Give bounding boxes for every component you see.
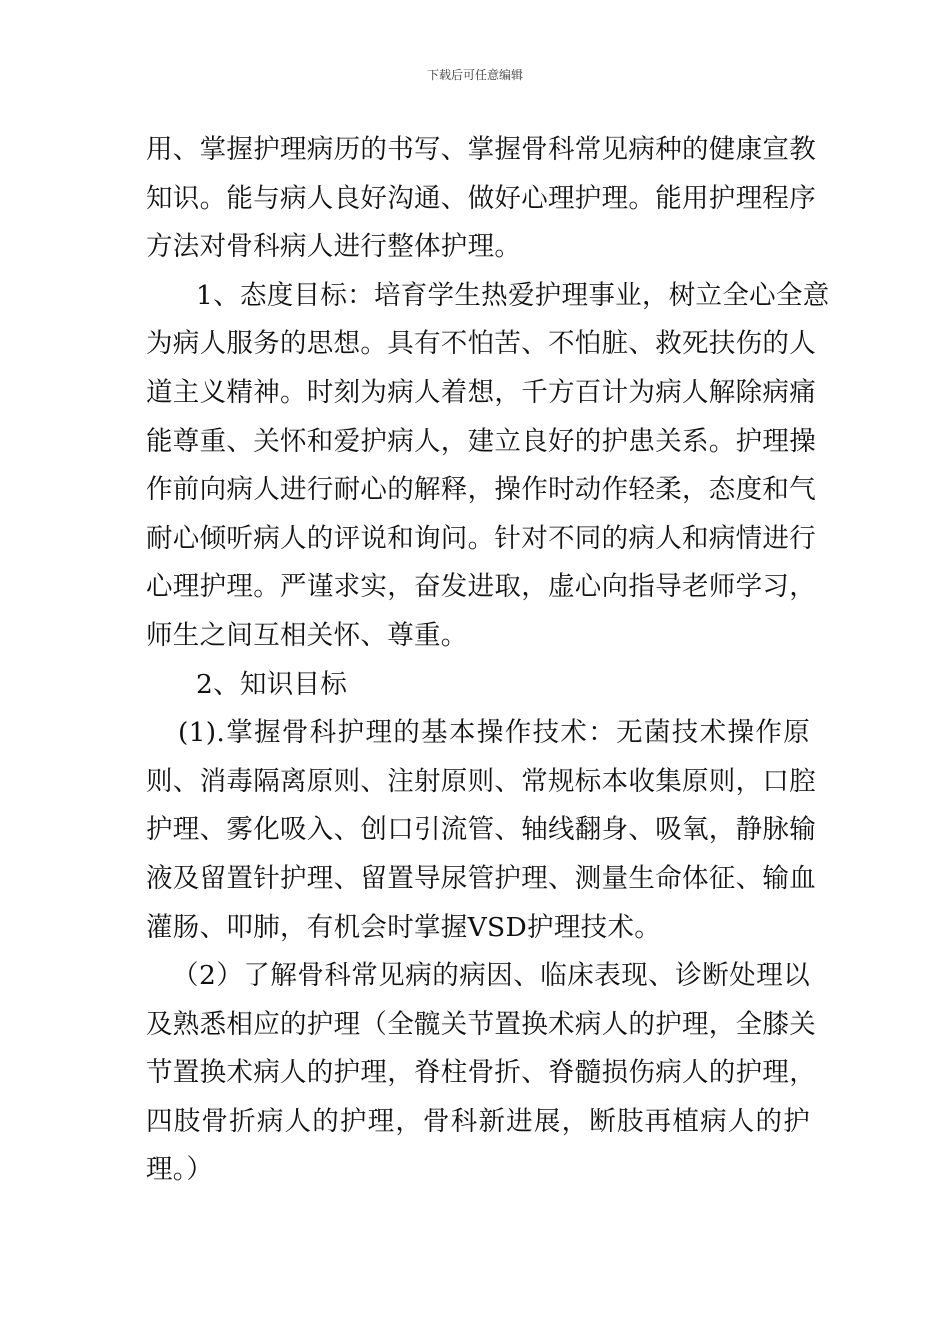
text-line: 耐心倾听病人的评说和询问。针对不同的病人和病情进行 — [146, 522, 816, 554]
list-item-line: (1).掌握骨科护理的基本操作技术：无菌技术操作原 — [178, 717, 810, 749]
text-line: 及熟悉相应的护理（全髋关节置换术病人的护理，全膝关 — [146, 1008, 816, 1040]
text-line: 知识。能与病人良好沟通、做好心理护理。能用护理程序 — [146, 182, 816, 214]
text-line: 护理、雾化吸入、创口引流管、轴线翻身、吸氧，静脉输 — [146, 814, 816, 846]
text-line: 四肢骨折病人的护理，骨科新进展，断肢再植病人的护 — [146, 1105, 810, 1137]
text-line: 用、掌握护理病历的书写、掌握骨科常见病种的健康宣教 — [146, 134, 816, 165]
text-line: 则、消毒隔离原则、注射原则、常规标本收集原则，口腔 — [146, 765, 816, 797]
section-heading-line: 1、态度目标：培育学生热爱护理事业，树立全心全意 — [196, 279, 830, 311]
page-header: 下载后可任意编辑 — [426, 68, 523, 82]
text-line: 心理护理。严谨求实，奋发进取，虚心向指导老师学习， — [146, 571, 816, 603]
text-line: 液及留置针护理、留置导尿管护理、测量生命体征、输血 — [146, 862, 816, 894]
text-line: 理。） — [146, 1154, 214, 1186]
text-line: 作前向病人进行耐心的解释，操作时动作轻柔，态度和气 — [146, 474, 816, 506]
text-line: 灌肠、叩肺，有机会时掌握VSD护理技术。 — [146, 911, 662, 943]
text-line: 方法对骨科病人进行整体护理。 — [146, 231, 522, 263]
text-line: 节置换术病人的护理，脊柱骨折、脊髓损伤病人的护理， — [146, 1057, 816, 1089]
text-line: 师生之间互相关怀、尊重。 — [146, 619, 468, 651]
list-item-line: （2）了解骨科常见病的病因、临床表现、诊断处理以 — [172, 960, 810, 992]
text-line: 道主义精神。时刻为病人着想，千方百计为病人解除病痛 — [146, 376, 816, 408]
document-body — [146, 126, 830, 1195]
text-line: 能尊重、关怀和爱护病人，建立良好的护患关系。护理操 — [146, 425, 816, 457]
text-line: 为病人服务的思想。具有不怕苦、不怕脏、救死扶伤的人 — [146, 328, 816, 360]
section-heading: 2、知识目标 — [196, 668, 348, 700]
